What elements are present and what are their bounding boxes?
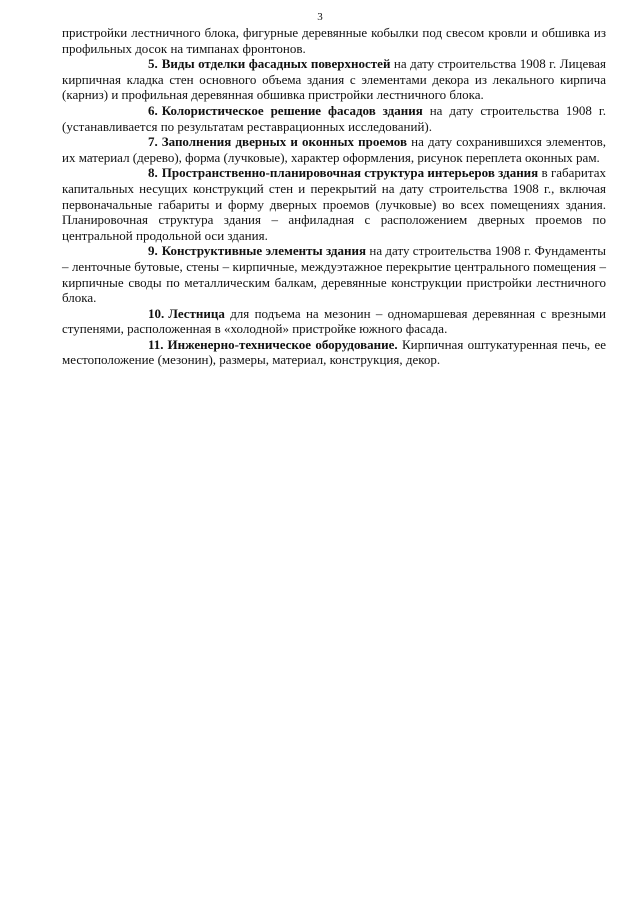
item-number: 7. [148,134,158,150]
item-title: Пространственно-планировочная структура интерьеров здания [161,165,539,181]
item-11 [62,337,606,368]
document-body [62,25,606,368]
page-number: 3 [317,11,323,23]
item-number: 5. [148,56,158,72]
item-7 [62,134,606,165]
item-text: на дату сохранившихся элементов, их материал (дерево), форма (лучковые), характер оформления, рисунок переплета оконных рам. [62,134,606,165]
item-8 [62,165,606,243]
item-number: 10. [148,305,165,321]
item-title: Конструктивные элементы здания [161,243,367,259]
item-text: в габаритах капитальных несущих конструкций стен и перекрытий на дату строительства 1908 г., включая первоначальные габариты и форму дверных проемов (лучковые) во всех помещениях здания. Планировочная структура здания – анфиладная с расположением дверных проемов по центральной продольной оси здания. [62,165,606,243]
item-text: на дату строительства 1908 г. Лицевая кирпичная кладка стен основного объема здания с элементами декора из лекального кирпича (карниз) и профильная деревянная обшивка пристройки лестничного блока. [62,56,606,103]
item-number: 9. [148,243,158,259]
item-6 [62,103,606,134]
item-text: на дату строительства 1908 г. (устанавливается по результатам реставрационных исследований). [62,102,606,134]
item-title: Лестница [168,305,225,321]
item-number: 11. [148,336,164,352]
item-5 [62,56,606,103]
intro-paragraph: пристройки лестничного блока, фигурные деревянные кобылки под свесом кровли и обшивка из профильных досок на тимпанах фронтонов. [62,25,606,56]
item-9 [62,243,606,305]
item-text: Кирпичная оштукатуренная печь, ее местоположение (мезонин), размеры, материал, конструкция, декор. [62,336,606,368]
item-10 [62,306,606,337]
item-title: Заполнения дверных и оконных проемов [161,134,408,150]
item-number: 8. [148,165,158,181]
item-text: на дату строительства 1908 г. Фундаменты – ленточные бутовые, стены – кирпичные, междуэтажное перекрытие центрального помещения – кирпичные своды по металлическим балкам, деревянные конструкции пристройки лестничного блока. [62,243,606,306]
item-title: Виды отделки фасадных поверхностей [161,56,391,72]
item-title: Инженерно-техническое оборудование. [167,336,398,352]
item-title: Колористическое решение фасадов здания [161,102,423,118]
item-text: для подъема на мезонин – одномаршевая деревянная с врезными ступенями, расположенная в «холодной» пристройке южного фасада. [62,305,606,337]
item-number: 6. [148,102,158,118]
